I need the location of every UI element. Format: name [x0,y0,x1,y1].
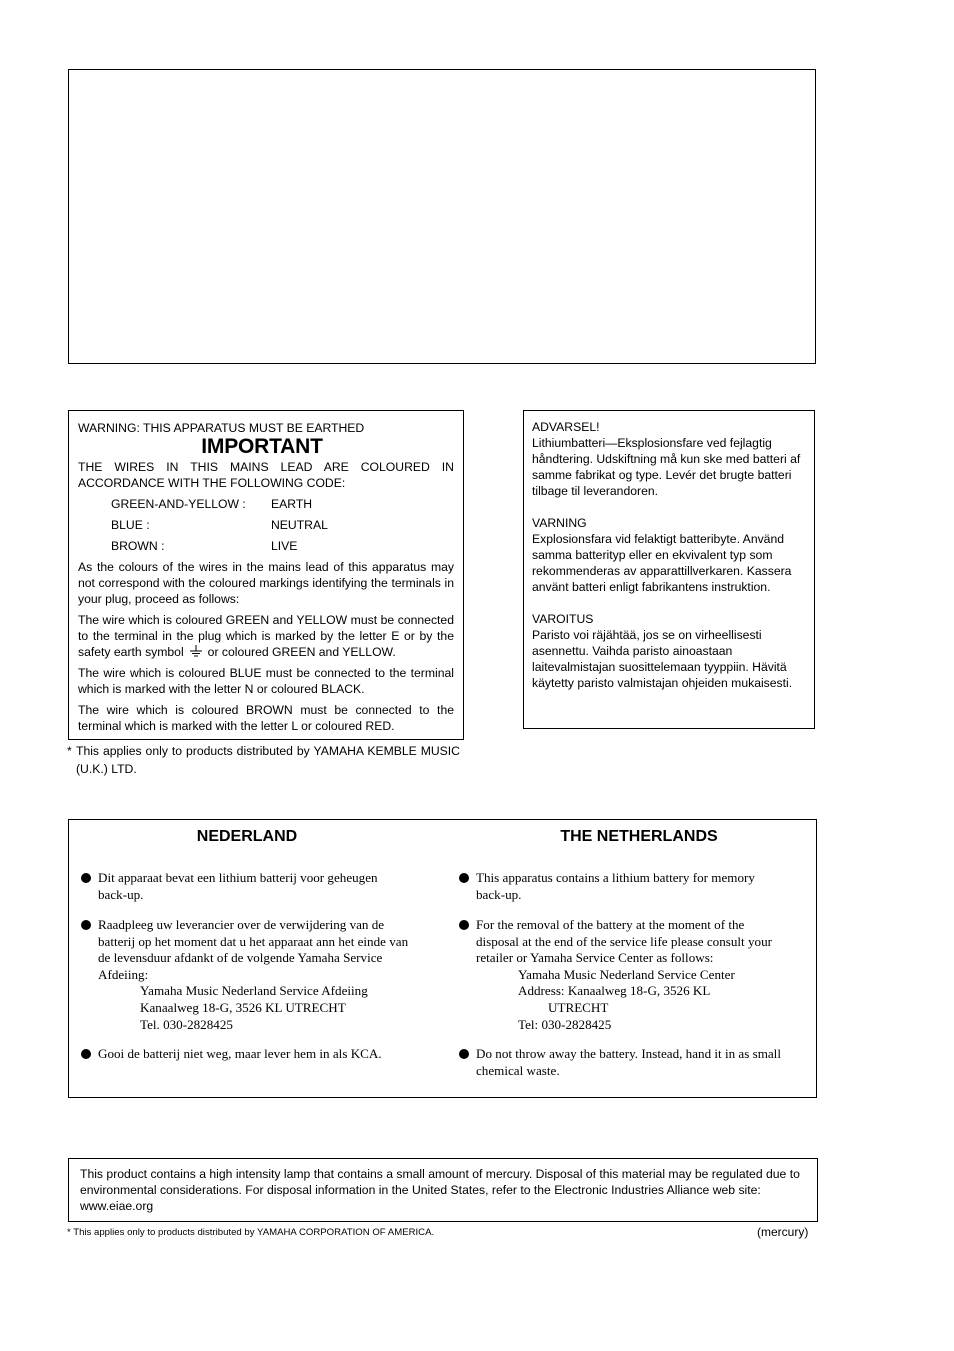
bullet-icon [81,1049,91,1059]
bullet-icon [459,873,469,883]
address-line: Yamaha Music Nederland Service Afdeiing [140,983,368,999]
address-line: Tel: 030-2828425 [518,1016,612,1032]
brown-wire-paragraph: The wire which is coloured BROWN must be connected to the terminal which is marked with the letter L or coloured RED. [78,703,454,733]
wire-code-row [111,496,454,512]
wire-color: GREEN-AND-YELLOW : [111,497,246,511]
wire-color: BROWN : [111,539,165,553]
earthing-warning-heading: WARNING: THIS APPARATUS MUST BE EARTHED [78,421,365,435]
list-item [476,1046,796,1079]
swedish-text: Explosionsfara vid felaktigt batteribyte. Använd samma batterityp eller en ekvivalent typ som rekommenderas av apparattillverkaren. Kassera använt batteri enligt fabrikantens instruktion. [532,532,792,594]
wire-meaning: NEUTRAL [271,518,328,532]
list-item-text: Dit apparaat bevat een lithium batterij voor geheugen back-up. [98,870,378,902]
wiring-paragraph: As the colours of the wires in the mains lead of this apparatus may not correspond with the coloured markings identifying the terminals in your plug, proceed as follows: [78,560,454,606]
bullet-icon [459,1049,469,1059]
green-yellow-text: The wire which is coloured GREEN and YELLOW must be connected to the terminal in the plug which is marked by the letter E or by the safety earth symbol [78,613,454,659]
blue-wire-paragraph: The wire which is coloured BLUE must be connected to the terminal which is marked with the letter N or coloured BLACK. [78,666,454,696]
bullet-icon [459,920,469,930]
mercury-tag: (mercury) [757,1225,809,1239]
uk-note-text: This applies only to products distributed by YAMAHA KEMBLE MUSIC (U.K.) LTD. [76,744,460,776]
list-item-text: For the removal of the battery at the moment of the disposal at the end of the service life please consult your retailer or Yamaha Service Center as follows: [476,917,772,966]
wire-meaning: EARTH [271,497,313,511]
blank-frame [68,69,816,364]
earthing-warning-box [68,410,464,740]
netherlands-title: THE NETHERLANDS [560,828,718,845]
address-line: Kanaalweg 18-G, 3526 KL UTRECHT [140,999,346,1015]
list-item [476,870,786,903]
wire-code-intro: THE WIRES IN THIS MAINS LEAD ARE COLOURED IN ACCORDANCE WITH THE FOLLOWING CODE: [78,460,454,490]
address-line: Tel. 030-2828425 [140,1016,233,1032]
danish-warning [532,419,806,499]
green-yellow-paragraph [78,612,454,660]
wire-code-row [111,538,454,554]
list-item-text: Do not throw away the battery. Instead, hand it in as small chemical waste. [476,1046,781,1078]
uk-distribution-note [67,742,460,778]
address-line: UTRECHT [548,999,609,1015]
swedish-warning [532,515,806,595]
list-item [98,870,398,903]
nederland-title: NEDERLAND [196,828,298,845]
address-line: Yamaha Music Nederland Service Center [518,966,735,982]
safety-earth-icon [188,645,204,657]
mercury-notice-text: This product contains a high intensity lamp that contains a small amount of mercury. Disposal of this material may be regulated due to environmental considerations. For disposal information in the United States, refer to the Electronic Industries Alliance web site: www.eiae.org [80,1167,800,1213]
bullet-icon [81,920,91,930]
bullet-icon [81,873,91,883]
finnish-title: VAROITUS [532,612,594,626]
america-distribution-note: * This applies only to products distributed by YAMAHA CORPORATION OF AMERICA. [67,1227,435,1238]
mercury-notice-box [68,1158,818,1222]
list-item-text: Gooi de batterij niet weg, maar lever hem in als KCA. [98,1046,382,1061]
list-item [476,917,786,1033]
address-line: Address: Kanaalweg 18-G, 3526 KL [518,983,711,999]
list-item [98,1046,416,1063]
danish-text: Lithiumbatteri—Eksplosionsfare ved fejlagtig håndtering. Udskiftning må kun ske med batteri af samme fabrikat og type. Levér det brugte batteri tilbage til leverandoren. [532,436,801,498]
netherlands-battery-box [68,819,817,1098]
finnish-warning [532,611,806,691]
wire-meaning: LIVE [271,539,298,553]
wire-color: BLUE : [111,518,150,532]
battery-warning-nordic-box [523,410,815,729]
important-title: IMPORTANT [201,435,323,458]
wire-code-row [111,517,454,533]
footnote-star: * [67,744,72,758]
list-item-text: Raadpleeg uw leverancier over de verwijdering van de batterij op het moment dat u het apparaat ann het einde van de levensduur afdankt of de volgende Yamaha Service Afdeiing: [98,917,409,982]
list-item-text: This apparatus contains a lithium battery for memory back-up. [476,870,755,902]
finnish-text: Paristo voi räjähtää, jos se on virheellisesti asennettu. Vaihda paristo ainoastaan laitevalmistajan suosittelemaan tyyppiin. Hävitä käytetty paristo valmistajan ohjeiden mukaisesti. [532,628,793,690]
green-yellow-text-end: or coloured GREEN and YELLOW. [207,645,396,659]
danish-title: ADVARSEL! [532,420,600,434]
swedish-title: VARNING [532,516,587,530]
list-item [98,917,416,1033]
